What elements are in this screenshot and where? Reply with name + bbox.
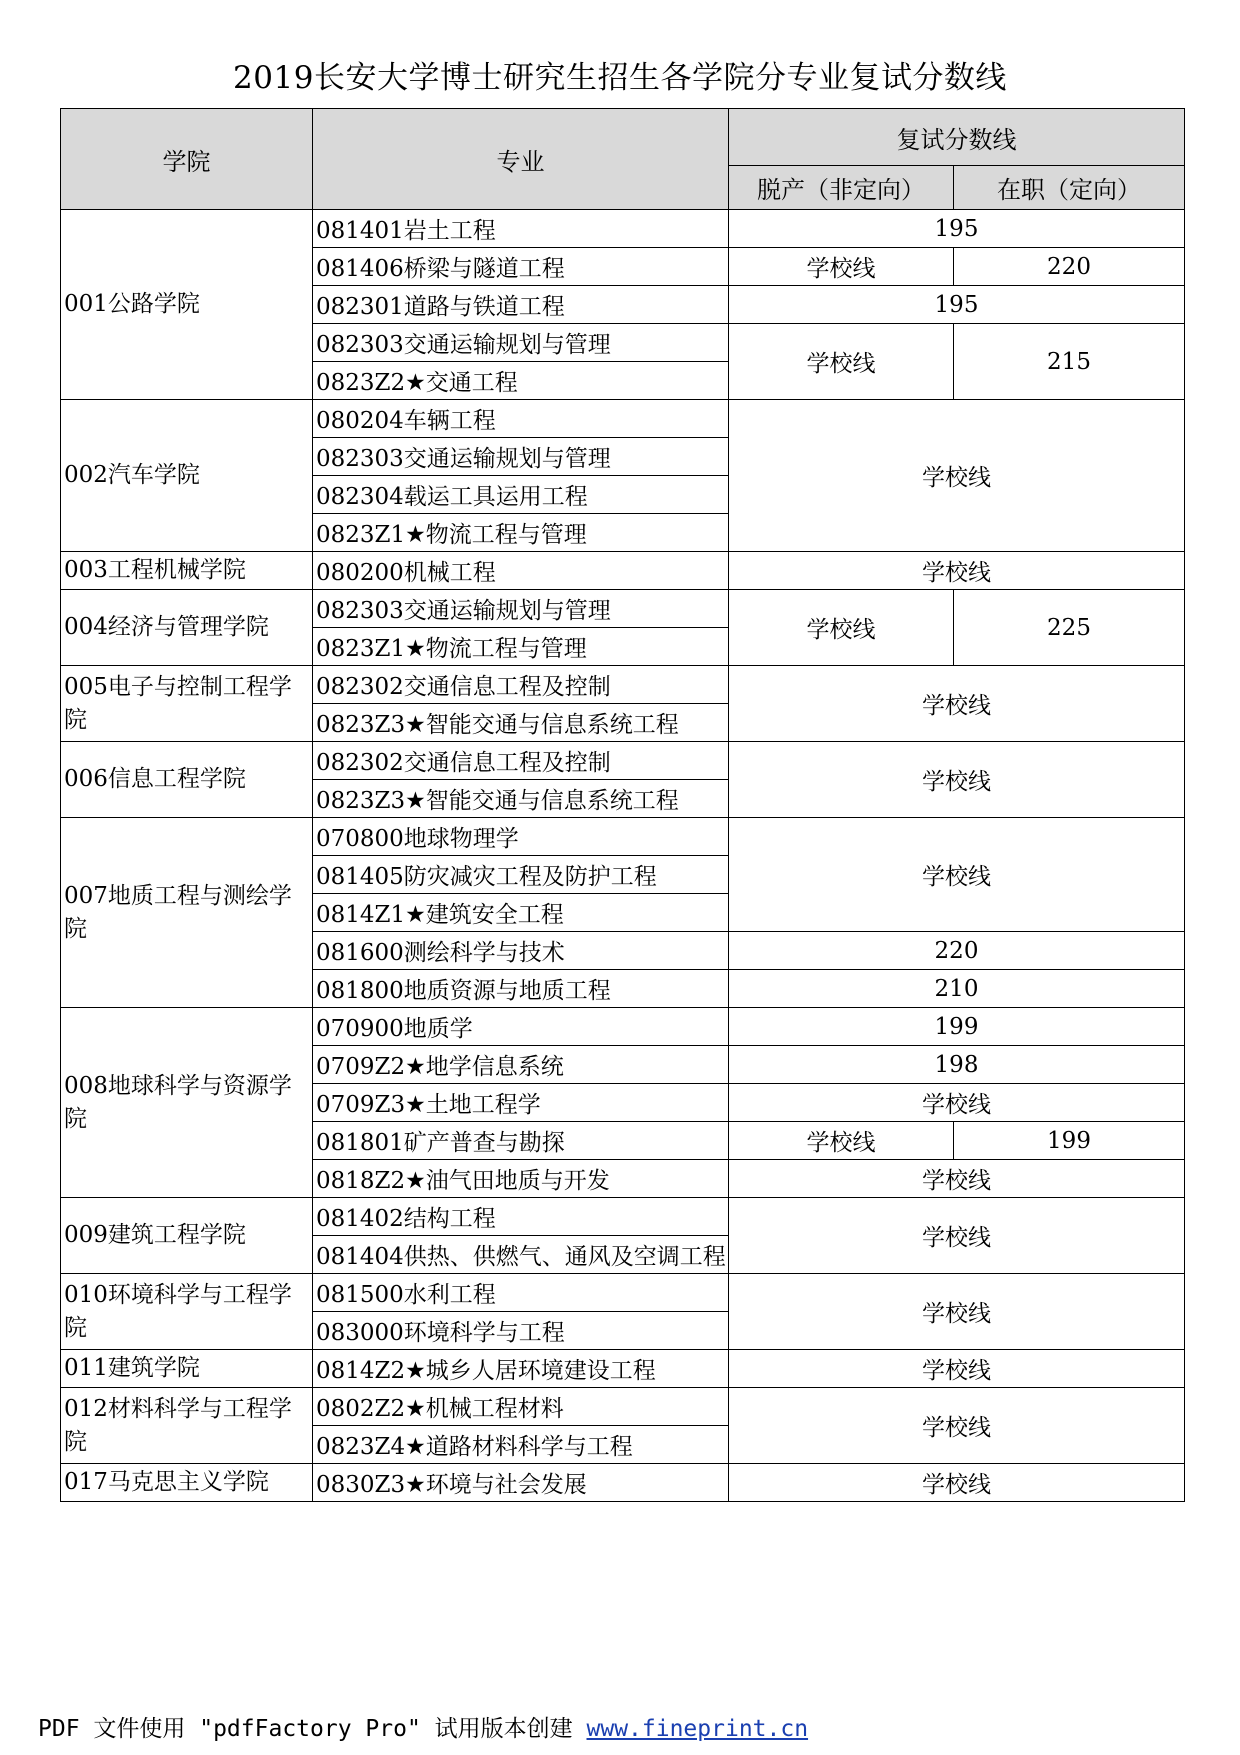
major-cell: 081800地质资源与地质工程 [313, 970, 729, 1008]
major-cell: 070800地球物理学 [313, 818, 729, 856]
header-score: 复试分数线 [729, 109, 1185, 166]
score-cell: 学校线 [729, 1198, 1185, 1274]
score-parttime-cell: 199 [954, 1122, 1185, 1160]
major-cell: 080204车辆工程 [313, 400, 729, 438]
college-cell: 003工程机械学院 [61, 552, 313, 590]
table-row [61, 1464, 1185, 1502]
major-cell: 081500水利工程 [313, 1274, 729, 1312]
college-cell: 005电子与控制工程学院 [61, 666, 313, 742]
score-cell: 学校线 [729, 552, 1185, 590]
major-cell: 082303交通运输规划与管理 [313, 324, 729, 362]
college-cell: 008地球科学与资源学院 [61, 1008, 313, 1198]
score-cell: 199 [729, 1008, 1185, 1046]
major-cell: 0823Z1★物流工程与管理 [313, 628, 729, 666]
score-fulltime-cell: 学校线 [729, 590, 954, 666]
college-cell: 017马克思主义学院 [61, 1464, 313, 1502]
major-cell: 082301道路与铁道工程 [313, 286, 729, 324]
score-cell: 学校线 [729, 818, 1185, 932]
major-cell: 0823Z4★道路材料科学与工程 [313, 1426, 729, 1464]
score-cell: 学校线 [729, 1388, 1185, 1464]
college-cell: 004经济与管理学院 [61, 590, 313, 666]
table-row [61, 400, 1185, 438]
score-cell: 学校线 [729, 742, 1185, 818]
score-cell: 学校线 [729, 1160, 1185, 1198]
table-row [61, 1350, 1185, 1388]
score-cell: 198 [729, 1046, 1185, 1084]
table-row [61, 590, 1185, 628]
table-row [61, 1388, 1185, 1426]
major-cell: 082302交通信息工程及控制 [313, 666, 729, 704]
table-body [61, 210, 1185, 1502]
major-cell: 082302交通信息工程及控制 [313, 742, 729, 780]
college-cell: 010环境科学与工程学院 [61, 1274, 313, 1350]
table-row [61, 742, 1185, 780]
score-cell: 195 [729, 210, 1185, 248]
score-parttime-cell: 225 [954, 590, 1185, 666]
major-cell: 0830Z3★环境与社会发展 [313, 1464, 729, 1502]
score-cell: 学校线 [729, 1274, 1185, 1350]
score-cell: 学校线 [729, 400, 1185, 552]
header-college: 学院 [61, 109, 313, 210]
college-cell: 001公路学院 [61, 210, 313, 400]
table-row [61, 1008, 1185, 1046]
major-cell: 082303交通运输规划与管理 [313, 438, 729, 476]
college-cell: 012材料科学与工程学院 [61, 1388, 313, 1464]
major-cell: 080200机械工程 [313, 552, 729, 590]
major-cell: 082304载运工具运用工程 [313, 476, 729, 514]
score-table [60, 108, 1185, 1502]
table-row [61, 1198, 1185, 1236]
major-cell: 0823Z1★物流工程与管理 [313, 514, 729, 552]
major-cell: 081405防灾减灾工程及防护工程 [313, 856, 729, 894]
college-cell: 009建筑工程学院 [61, 1198, 313, 1274]
major-cell: 0709Z2★地学信息系统 [313, 1046, 729, 1084]
table-row [61, 210, 1185, 248]
major-cell: 070900地质学 [313, 1008, 729, 1046]
header-fulltime: 脱产（非定向） [729, 166, 954, 210]
score-cell: 学校线 [729, 1350, 1185, 1388]
major-cell: 0709Z3★土地工程学 [313, 1084, 729, 1122]
table-row [61, 666, 1185, 704]
major-cell: 081404供热、供燃气、通风及空调工程 [313, 1236, 729, 1274]
header-major: 专业 [313, 109, 729, 210]
major-cell: 081600测绘科学与技术 [313, 932, 729, 970]
major-cell: 081402结构工程 [313, 1198, 729, 1236]
major-cell: 082303交通运输规划与管理 [313, 590, 729, 628]
major-cell: 0818Z2★油气田地质与开发 [313, 1160, 729, 1198]
college-cell: 007地质工程与测绘学院 [61, 818, 313, 1008]
table-row [61, 1274, 1185, 1312]
score-parttime-cell: 220 [954, 248, 1185, 286]
major-cell: 0802Z2★机械工程材料 [313, 1388, 729, 1426]
score-cell: 学校线 [729, 1084, 1185, 1122]
major-cell: 0823Z3★智能交通与信息系统工程 [313, 704, 729, 742]
score-parttime-cell: 215 [954, 324, 1185, 400]
major-cell: 081801矿产普查与勘探 [313, 1122, 729, 1160]
college-cell: 002汽车学院 [61, 400, 313, 552]
score-fulltime-cell: 学校线 [729, 1122, 954, 1160]
footer-link[interactable]: www.fineprint.cn [586, 1716, 809, 1742]
major-cell: 0823Z2★交通工程 [313, 362, 729, 400]
page-title: 2019长安大学博士研究生招生各学院分专业复试分数线 [233, 60, 1007, 96]
footer [38, 1710, 808, 1743]
score-cell: 学校线 [729, 666, 1185, 742]
college-cell: 006信息工程学院 [61, 742, 313, 818]
score-fulltime-cell: 学校线 [729, 248, 954, 286]
score-cell: 学校线 [729, 1464, 1185, 1502]
footer-text: PDF 文件使用 "pdfFactory Pro" 试用版本创建 [38, 1716, 587, 1742]
header-parttime: 在职（定向） [954, 166, 1185, 210]
table-row [61, 552, 1185, 590]
major-cell: 083000环境科学与工程 [313, 1312, 729, 1350]
college-cell: 011建筑学院 [61, 1350, 313, 1388]
score-cell: 195 [729, 286, 1185, 324]
major-cell: 081401岩土工程 [313, 210, 729, 248]
score-fulltime-cell: 学校线 [729, 324, 954, 400]
score-cell: 220 [729, 932, 1185, 970]
major-cell: 0814Z1★建筑安全工程 [313, 894, 729, 932]
major-cell: 0814Z2★城乡人居环境建设工程 [313, 1350, 729, 1388]
major-cell: 081406桥梁与隧道工程 [313, 248, 729, 286]
major-cell: 0823Z3★智能交通与信息系统工程 [313, 780, 729, 818]
table-row [61, 818, 1185, 856]
score-cell: 210 [729, 970, 1185, 1008]
